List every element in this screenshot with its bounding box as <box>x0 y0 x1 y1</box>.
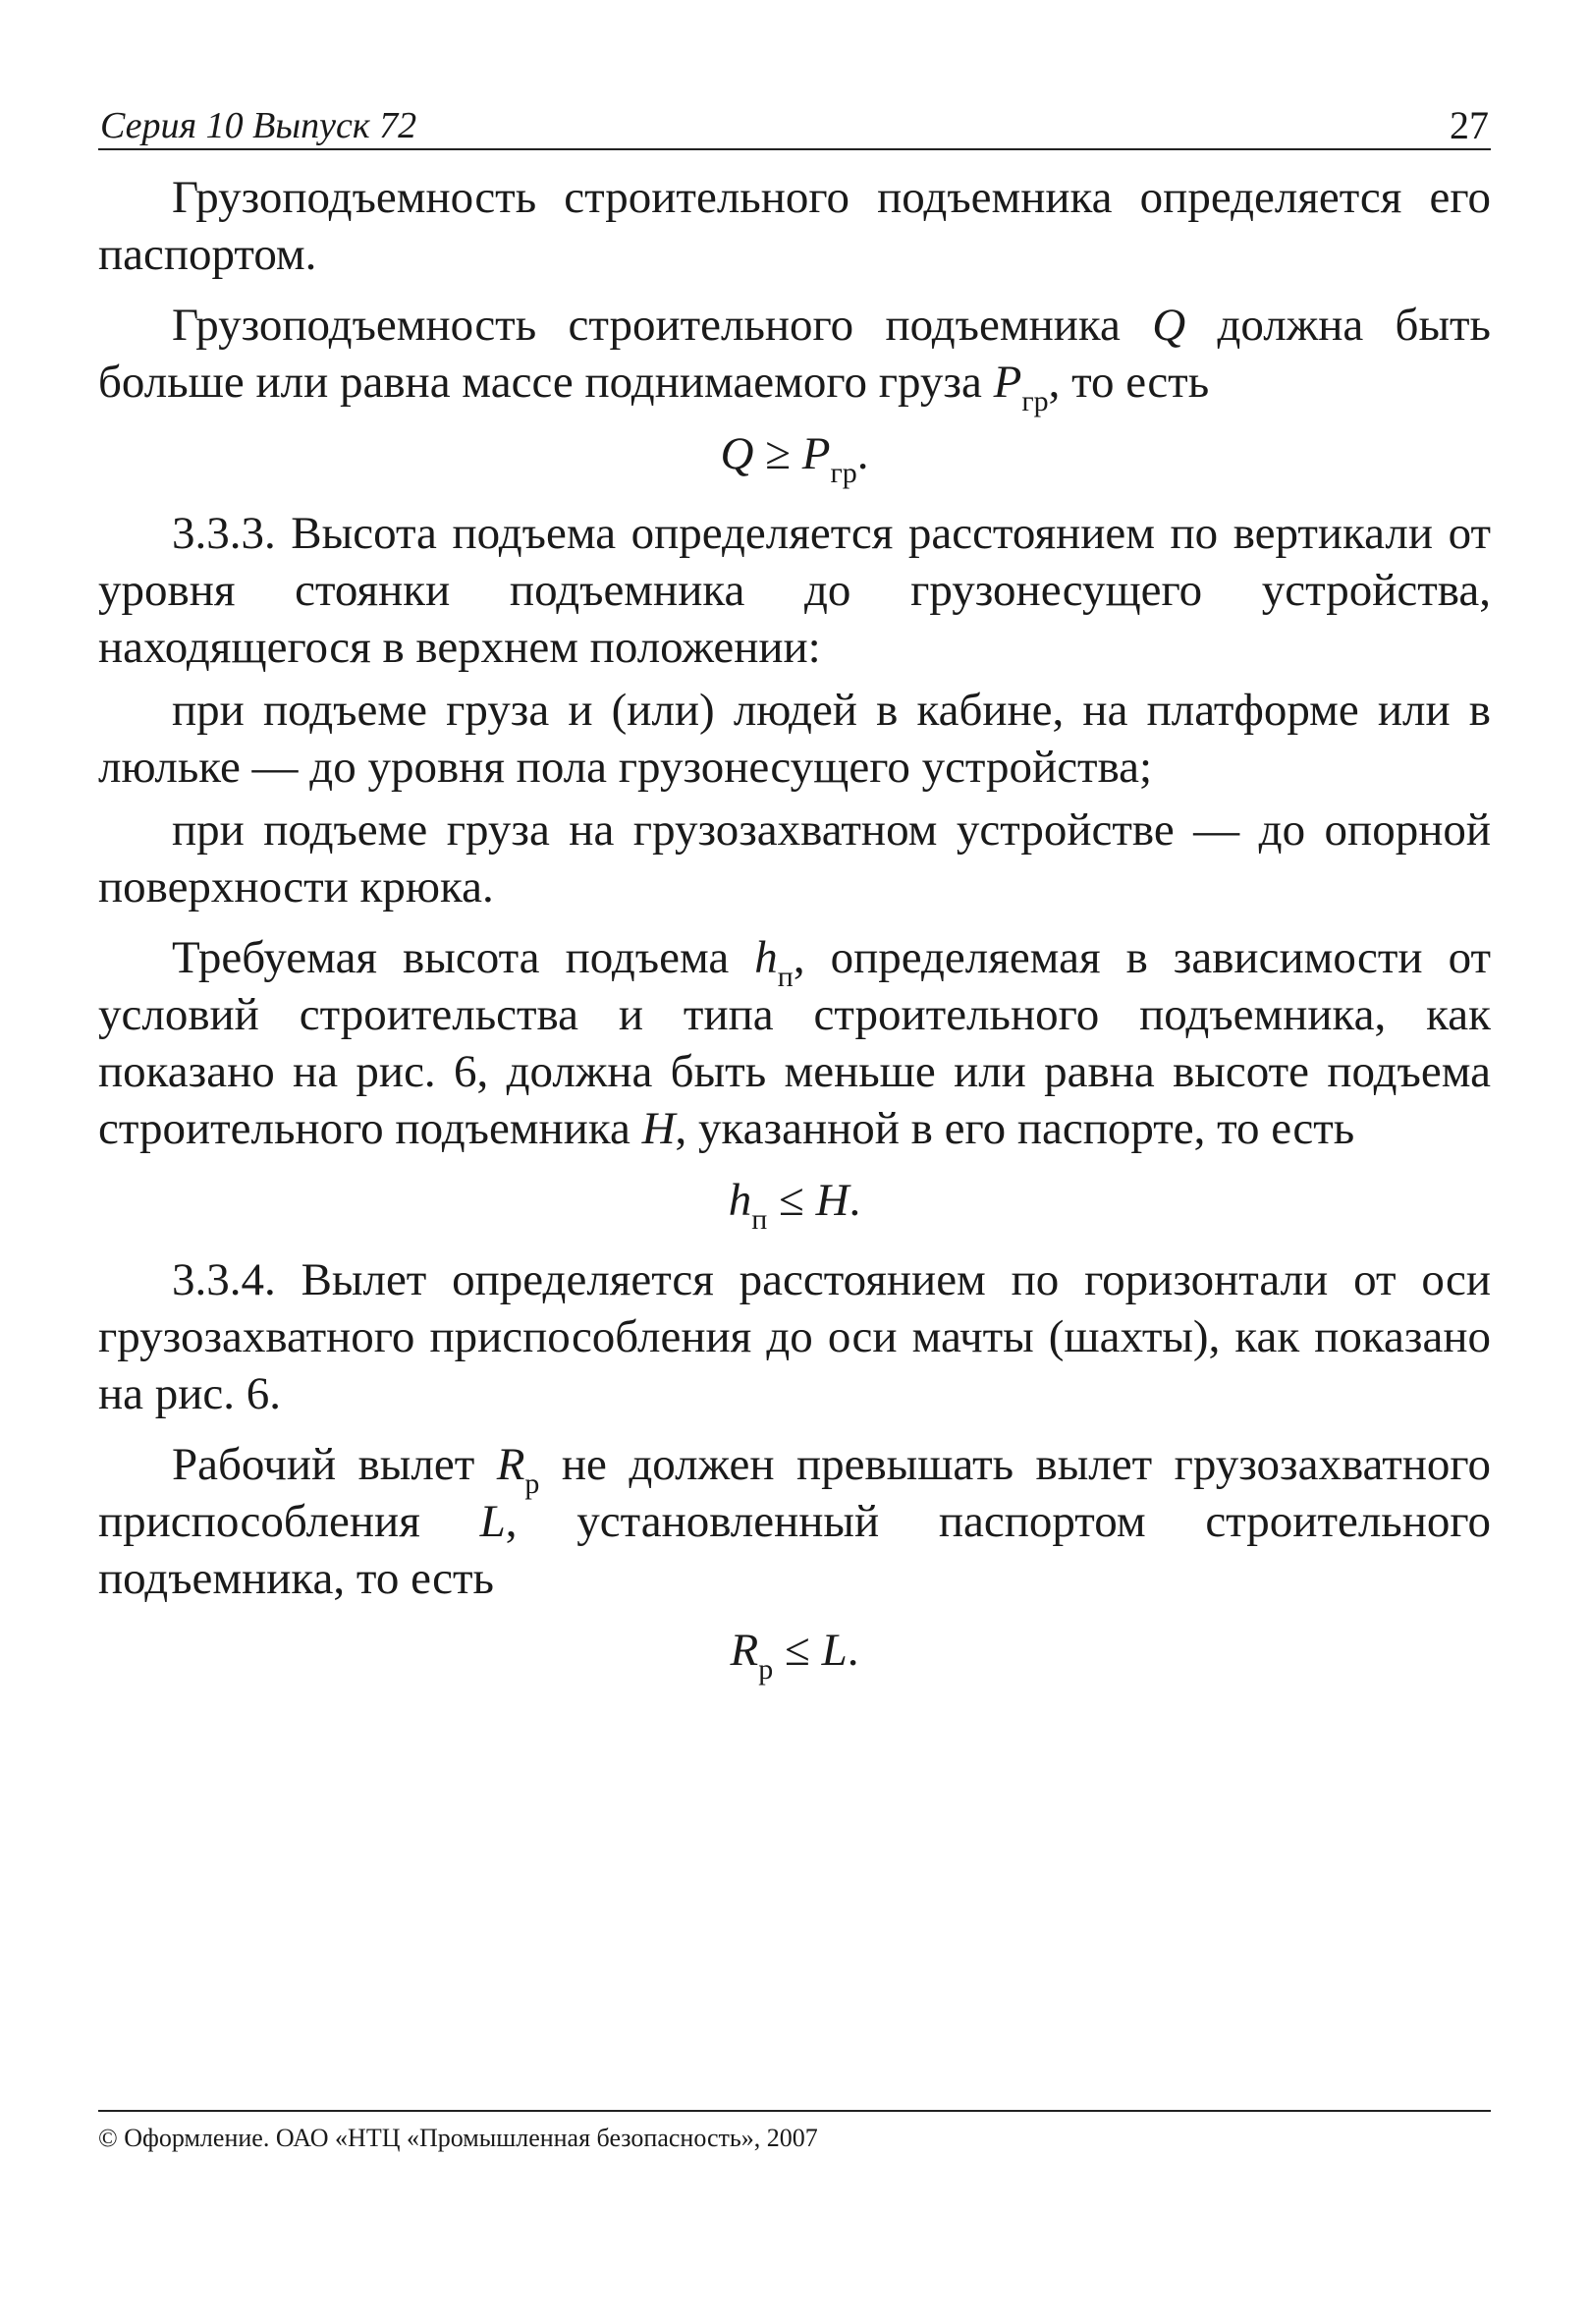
variable-H: H <box>641 1103 676 1154</box>
text-segment: Рабочий вылет <box>172 1439 497 1490</box>
paragraph-3-3-3: 3.3.3. Высота подъема определяется расстоянием по вертикали от уровня стоянки подъемника до грузонесущего устройства, находящегося в верхнем положении: <box>98 508 1491 673</box>
formula-subscript: гр <box>830 457 857 489</box>
formula-H: H <box>815 1175 849 1226</box>
series-title: Серия 10 Выпуск 72 <box>100 105 417 146</box>
paragraph-cabin-case: при подъеме груза и (или) людей в кабине, на платформе или в люльке — до уровня пола грузонесущего устройства; <box>98 685 1491 793</box>
formula-p: P <box>801 428 831 479</box>
formula-operator: ≤ <box>773 1625 822 1676</box>
page-header <box>98 103 1491 150</box>
text-segment: , определяемая в зависимости от условий строительства и типа строительного подъемника, как показано на рис. 6, должна быть меньше или равна высоте подъема строительного подъемника <box>98 932 1491 1154</box>
formula-height <box>98 1171 1491 1236</box>
formula-subscript: п <box>751 1203 768 1236</box>
paragraph-capacity-condition <box>98 297 1491 417</box>
variable-r: R <box>496 1439 525 1490</box>
formula-reach <box>98 1621 1491 1686</box>
page-body <box>98 169 1491 1701</box>
subscript-r: р <box>524 1467 540 1500</box>
page-number: 27 <box>1450 103 1489 147</box>
variable-l: L <box>479 1496 506 1547</box>
text-segment: Грузоподъемность строительного подъемника <box>172 300 1153 351</box>
text-segment: , указанной в его паспорте, то есть <box>675 1103 1355 1154</box>
paragraph-capacity-passport: Грузоподъемность строительного подъемника определяется его паспортом. <box>98 172 1491 280</box>
footer-divider <box>98 2110 1491 2112</box>
text-segment: , установленный паспортом строительного подъемника, то есть <box>98 1496 1491 1604</box>
formula-operator: ≥ <box>753 428 802 479</box>
paragraph-3-3-4: 3.3.4. Вылет определяется расстоянием по горизонтали от оси грузозахватного приспособления до оси мачты (шахты), как показано на рис. 6. <box>98 1254 1491 1419</box>
variable-h: h <box>754 932 778 983</box>
paragraph-hook-case: при подъеме груза на грузозахватном устройстве — до опорной поверхности крюка. <box>98 804 1491 913</box>
formula-r: R <box>730 1625 759 1676</box>
formula-operator: ≤ <box>767 1175 816 1226</box>
formula-period: . <box>849 1175 861 1226</box>
text-segment: Требуемая высота подъема <box>172 932 755 983</box>
subscript-p: п <box>777 961 794 993</box>
formula-h: h <box>728 1175 752 1226</box>
variable-q: Q <box>1152 300 1186 351</box>
text-segment: , то есть <box>1048 357 1210 408</box>
formula-period: . <box>847 1625 859 1676</box>
formula-subscript: р <box>758 1653 774 1686</box>
paragraph-required-height <box>98 929 1491 1157</box>
paragraph-working-reach <box>98 1436 1491 1607</box>
text-segment: не должен превышать вылет грузозахватного приспособления <box>98 1439 1491 1547</box>
formula-capacity <box>98 424 1491 489</box>
text-segment: должна быть больше или равна массе поднимаемого груза <box>98 300 1491 408</box>
formula-period: . <box>856 428 869 479</box>
variable-p: P <box>993 357 1022 408</box>
footer-copyright: © Оформление. ОАО «НТЦ «Промышленная безопасность», 2007 <box>98 2124 818 2152</box>
formula-l: L <box>821 1625 848 1676</box>
subscript-gr: гр <box>1021 385 1049 417</box>
formula-q: Q <box>720 428 754 479</box>
